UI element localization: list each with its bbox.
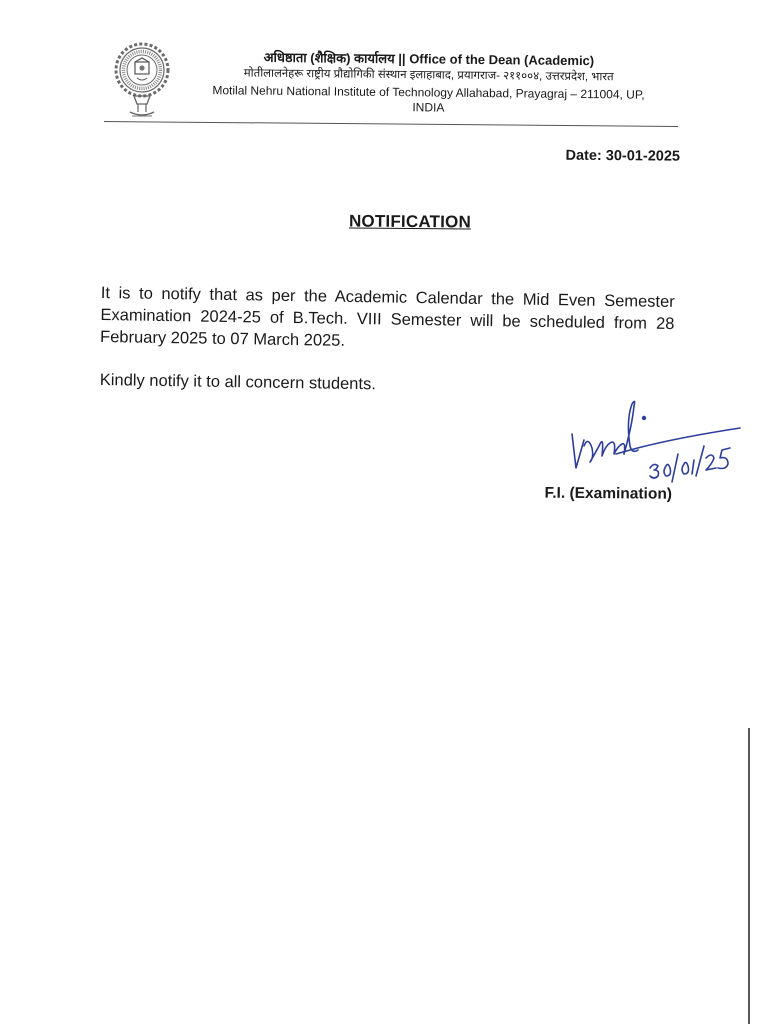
scan-edge-line — [748, 728, 750, 1024]
country: INDIA — [412, 100, 445, 115]
notice-closing: Kindly notify it to all concern students. — [99, 370, 376, 394]
institute-logo — [112, 40, 172, 120]
english-office-title: Office of the Dean (Academic) — [409, 51, 595, 69]
header-divider — [104, 121, 678, 127]
title-separator: || — [398, 51, 406, 67]
letterhead — [195, 48, 662, 118]
hindi-office-title: अधिष्ठाता (शैक्षिक) कार्यालय — [263, 49, 395, 67]
notice-date: Date: 30-01-2025 — [565, 147, 681, 165]
hindi-address: मोतीलालनेहरू राष्ट्रीय प्रौद्योगिकी संस्थान इलाहाबाद, प्रयागराज- २११००४, उत्तरप्रदेश, भारत — [243, 67, 614, 84]
notice-title: NOTIFICATION — [348, 211, 472, 232]
notice-body: It is to notify that as per the Academic Calendar the Mid Even Semester Examination 2024-25 of B.Tech. VIII Semester will be scheduled from 28 February 2025 to 07 March 2025. — [99, 283, 675, 350]
handwritten-signature — [562, 396, 744, 484]
english-address: Motilal Nehru National Institute of Technology Allahabad, Prayagraj – 211004, UP, — [212, 83, 645, 102]
signatory-role: F.I. (Examination) — [544, 484, 673, 503]
